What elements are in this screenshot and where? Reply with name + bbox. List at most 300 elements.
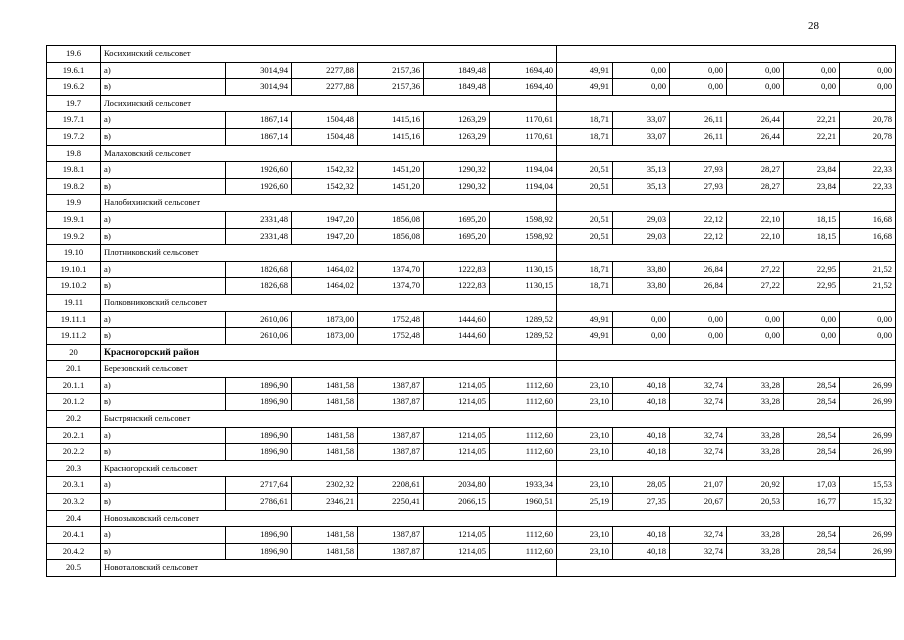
row-variant-label: в) [101, 178, 226, 195]
value-cell: 26,99 [840, 394, 896, 411]
value-cell: 1194,04 [490, 178, 557, 195]
value-cell: 26,44 [727, 128, 784, 145]
value-cell: 1289,52 [490, 311, 557, 328]
row-number: 20 [47, 344, 101, 361]
section-row [47, 294, 896, 311]
section-row [47, 195, 896, 212]
table-row [47, 278, 896, 295]
row-name: Красногорский сельсовет [101, 460, 557, 477]
value-cell: 23,10 [557, 427, 613, 444]
row-number: 19.9.2 [47, 228, 101, 245]
row-variant-label: а) [101, 427, 226, 444]
row-number: 19.9 [47, 195, 101, 212]
value-cell: 1896,90 [226, 394, 292, 411]
value-cell: 26,99 [840, 377, 896, 394]
value-cell: 22,10 [727, 228, 784, 245]
value-cell: 1112,60 [490, 427, 557, 444]
section-row [47, 95, 896, 112]
value-cell: 29,03 [613, 228, 670, 245]
value-cell: 0,00 [784, 79, 840, 96]
value-cell: 1374,70 [358, 278, 424, 295]
value-cell: 32,74 [670, 394, 727, 411]
value-cell: 2717,64 [226, 477, 292, 494]
value-cell: 2157,36 [358, 79, 424, 96]
row-number: 20.4.1 [47, 527, 101, 544]
row-name: Плотниковский сельсовет [101, 245, 557, 262]
value-cell: 23,10 [557, 444, 613, 461]
value-cell: 35,13 [613, 162, 670, 179]
value-cell: 1867,14 [226, 128, 292, 145]
empty-cell [557, 46, 896, 63]
value-cell: 18,15 [784, 228, 840, 245]
table-row [47, 328, 896, 345]
value-cell: 23,10 [557, 477, 613, 494]
value-cell: 0,00 [727, 311, 784, 328]
value-cell: 1481,58 [292, 427, 358, 444]
empty-cell [557, 411, 896, 428]
row-variant-label: в) [101, 128, 226, 145]
value-cell: 1849,48 [424, 62, 490, 79]
district-row [47, 344, 896, 361]
value-cell: 1896,90 [226, 527, 292, 544]
value-cell: 1926,60 [226, 162, 292, 179]
value-cell: 1896,90 [226, 444, 292, 461]
empty-cell [557, 294, 896, 311]
value-cell: 2066,15 [424, 494, 490, 511]
value-cell: 1214,05 [424, 444, 490, 461]
row-variant-label: а) [101, 311, 226, 328]
value-cell: 1222,83 [424, 261, 490, 278]
value-cell: 18,71 [557, 278, 613, 295]
table-row [47, 527, 896, 544]
value-cell: 26,84 [670, 261, 727, 278]
empty-cell [557, 195, 896, 212]
value-cell: 1387,87 [358, 377, 424, 394]
value-cell: 29,03 [613, 211, 670, 228]
row-name: Лосихинский сельсовет [101, 95, 557, 112]
value-cell: 20,67 [670, 494, 727, 511]
row-name: Березовский сельсовет [101, 361, 557, 378]
value-cell: 33,07 [613, 128, 670, 145]
value-cell: 21,52 [840, 278, 896, 295]
value-cell: 16,68 [840, 211, 896, 228]
value-cell: 2302,32 [292, 477, 358, 494]
value-cell: 22,33 [840, 178, 896, 195]
value-cell: 1387,87 [358, 394, 424, 411]
value-cell: 0,00 [670, 328, 727, 345]
value-cell: 1112,60 [490, 543, 557, 560]
value-cell: 1504,48 [292, 128, 358, 145]
value-cell: 2346,21 [292, 494, 358, 511]
value-cell: 1826,68 [226, 261, 292, 278]
value-cell: 1222,83 [424, 278, 490, 295]
row-name: Красногорский район [101, 344, 557, 361]
value-cell: 1214,05 [424, 527, 490, 544]
value-cell: 2157,36 [358, 62, 424, 79]
value-cell: 40,18 [613, 377, 670, 394]
section-row [47, 245, 896, 262]
row-number: 20.1.1 [47, 377, 101, 394]
row-variant-label: в) [101, 444, 226, 461]
row-number: 20.2 [47, 411, 101, 428]
value-cell: 22,33 [840, 162, 896, 179]
empty-cell [557, 145, 896, 162]
empty-cell [557, 560, 896, 577]
row-variant-label: в) [101, 543, 226, 560]
value-cell: 1896,90 [226, 543, 292, 560]
value-cell: 1873,00 [292, 311, 358, 328]
value-cell: 1112,60 [490, 394, 557, 411]
value-cell: 1289,52 [490, 328, 557, 345]
value-cell: 1290,32 [424, 162, 490, 179]
row-number: 19.7.1 [47, 112, 101, 129]
value-cell: 33,28 [727, 377, 784, 394]
row-variant-label: в) [101, 79, 226, 96]
value-cell: 1415,16 [358, 112, 424, 129]
value-cell: 28,54 [784, 394, 840, 411]
value-cell: 2610,06 [226, 311, 292, 328]
section-row [47, 411, 896, 428]
value-cell: 2277,88 [292, 79, 358, 96]
value-cell: 1374,70 [358, 261, 424, 278]
value-cell: 28,54 [784, 377, 840, 394]
value-cell: 3014,94 [226, 79, 292, 96]
value-cell: 18,15 [784, 211, 840, 228]
table-row [47, 427, 896, 444]
table-row [47, 377, 896, 394]
value-cell: 1263,29 [424, 112, 490, 129]
value-cell: 20,51 [557, 162, 613, 179]
value-cell: 2331,48 [226, 211, 292, 228]
value-cell: 35,13 [613, 178, 670, 195]
value-cell: 27,35 [613, 494, 670, 511]
value-cell: 1464,02 [292, 278, 358, 295]
row-variant-label: в) [101, 494, 226, 511]
value-cell: 22,21 [784, 112, 840, 129]
value-cell: 49,91 [557, 311, 613, 328]
value-cell: 26,99 [840, 543, 896, 560]
value-cell: 49,91 [557, 328, 613, 345]
table-row [47, 311, 896, 328]
value-cell: 1481,58 [292, 543, 358, 560]
empty-cell [557, 460, 896, 477]
value-cell: 26,11 [670, 112, 727, 129]
value-cell: 1896,90 [226, 377, 292, 394]
value-cell: 1694,40 [490, 62, 557, 79]
value-cell: 0,00 [784, 62, 840, 79]
value-cell: 28,27 [727, 162, 784, 179]
empty-cell [557, 95, 896, 112]
row-number: 20.2.2 [47, 444, 101, 461]
row-number: 20.3.2 [47, 494, 101, 511]
value-cell: 1694,40 [490, 79, 557, 96]
value-cell: 22,12 [670, 211, 727, 228]
value-cell: 23,84 [784, 178, 840, 195]
row-number: 19.8.2 [47, 178, 101, 195]
row-name: Малаховский сельсовет [101, 145, 557, 162]
row-name: Новозыковский сельсовет [101, 510, 557, 527]
value-cell: 0,00 [727, 328, 784, 345]
row-number: 20.5 [47, 560, 101, 577]
row-number: 19.6.1 [47, 62, 101, 79]
value-cell: 28,54 [784, 444, 840, 461]
value-cell: 1947,20 [292, 211, 358, 228]
value-cell: 22,10 [727, 211, 784, 228]
value-cell: 21,52 [840, 261, 896, 278]
row-number: 19.8 [47, 145, 101, 162]
row-number: 20.4 [47, 510, 101, 527]
row-variant-label: а) [101, 211, 226, 228]
value-cell: 27,22 [727, 278, 784, 295]
value-cell: 25,19 [557, 494, 613, 511]
value-cell: 1896,90 [226, 427, 292, 444]
value-cell: 20,92 [727, 477, 784, 494]
value-cell: 1542,32 [292, 178, 358, 195]
row-variant-label: а) [101, 477, 226, 494]
row-variant-label: в) [101, 328, 226, 345]
row-number: 20.3 [47, 460, 101, 477]
tariff-table [46, 45, 896, 577]
value-cell: 18,71 [557, 112, 613, 129]
value-cell: 2277,88 [292, 62, 358, 79]
value-cell: 28,54 [784, 527, 840, 544]
row-number: 20.3.1 [47, 477, 101, 494]
value-cell: 32,74 [670, 444, 727, 461]
value-cell: 23,84 [784, 162, 840, 179]
value-cell: 20,51 [557, 228, 613, 245]
value-cell: 1387,87 [358, 444, 424, 461]
value-cell: 2250,41 [358, 494, 424, 511]
value-cell: 2208,61 [358, 477, 424, 494]
value-cell: 0,00 [784, 328, 840, 345]
value-cell: 28,54 [784, 427, 840, 444]
value-cell: 1926,60 [226, 178, 292, 195]
value-cell: 20,78 [840, 128, 896, 145]
value-cell: 28,27 [727, 178, 784, 195]
section-row [47, 460, 896, 477]
value-cell: 1752,48 [358, 311, 424, 328]
value-cell: 1112,60 [490, 527, 557, 544]
row-number: 20.2.1 [47, 427, 101, 444]
row-number: 19.11.2 [47, 328, 101, 345]
value-cell: 33,28 [727, 394, 784, 411]
value-cell: 32,74 [670, 427, 727, 444]
page-number: 28 [808, 20, 819, 32]
value-cell: 1826,68 [226, 278, 292, 295]
row-number: 19.10.2 [47, 278, 101, 295]
table-body [47, 46, 896, 577]
empty-cell [557, 510, 896, 527]
table-row [47, 211, 896, 228]
value-cell: 1170,61 [490, 128, 557, 145]
value-cell: 23,10 [557, 394, 613, 411]
value-cell: 2034,80 [424, 477, 490, 494]
value-cell: 1856,08 [358, 228, 424, 245]
value-cell: 33,28 [727, 444, 784, 461]
value-cell: 1695,20 [424, 211, 490, 228]
value-cell: 1214,05 [424, 543, 490, 560]
value-cell: 22,95 [784, 261, 840, 278]
value-cell: 26,99 [840, 444, 896, 461]
row-name: Налобихинский сельсовет [101, 195, 557, 212]
value-cell: 0,00 [840, 328, 896, 345]
value-cell: 27,22 [727, 261, 784, 278]
value-cell: 1752,48 [358, 328, 424, 345]
row-number: 19.10.1 [47, 261, 101, 278]
value-cell: 1194,04 [490, 162, 557, 179]
value-cell: 27,93 [670, 162, 727, 179]
value-cell: 26,99 [840, 527, 896, 544]
value-cell: 0,00 [613, 79, 670, 96]
value-cell: 1451,20 [358, 178, 424, 195]
value-cell: 16,77 [784, 494, 840, 511]
value-cell: 20,51 [557, 178, 613, 195]
row-number: 20.1 [47, 361, 101, 378]
value-cell: 2786,61 [226, 494, 292, 511]
empty-cell [557, 361, 896, 378]
section-row [47, 510, 896, 527]
row-variant-label: в) [101, 394, 226, 411]
value-cell: 1444,60 [424, 328, 490, 345]
value-cell: 1170,61 [490, 112, 557, 129]
value-cell: 0,00 [727, 79, 784, 96]
value-cell: 17,03 [784, 477, 840, 494]
value-cell: 26,99 [840, 427, 896, 444]
value-cell: 0,00 [670, 79, 727, 96]
value-cell: 33,28 [727, 543, 784, 560]
value-cell: 0,00 [840, 62, 896, 79]
row-number: 19.6 [47, 46, 101, 63]
table-row [47, 394, 896, 411]
row-number: 19.9.1 [47, 211, 101, 228]
value-cell: 20,53 [727, 494, 784, 511]
value-cell: 49,91 [557, 79, 613, 96]
value-cell: 1481,58 [292, 527, 358, 544]
value-cell: 40,18 [613, 543, 670, 560]
value-cell: 1290,32 [424, 178, 490, 195]
value-cell: 28,05 [613, 477, 670, 494]
value-cell: 1451,20 [358, 162, 424, 179]
value-cell: 49,91 [557, 62, 613, 79]
value-cell: 0,00 [613, 62, 670, 79]
value-cell: 20,51 [557, 211, 613, 228]
section-row [47, 361, 896, 378]
row-variant-label: а) [101, 162, 226, 179]
value-cell: 21,07 [670, 477, 727, 494]
value-cell: 1387,87 [358, 527, 424, 544]
value-cell: 1130,15 [490, 261, 557, 278]
table-row [47, 228, 896, 245]
value-cell: 23,10 [557, 543, 613, 560]
value-cell: 0,00 [784, 311, 840, 328]
value-cell: 1598,92 [490, 228, 557, 245]
value-cell: 1933,34 [490, 477, 557, 494]
value-cell: 1214,05 [424, 394, 490, 411]
value-cell: 1867,14 [226, 112, 292, 129]
table-row [47, 543, 896, 560]
value-cell: 18,71 [557, 261, 613, 278]
value-cell: 26,11 [670, 128, 727, 145]
value-cell: 40,18 [613, 427, 670, 444]
value-cell: 20,78 [840, 112, 896, 129]
value-cell: 33,07 [613, 112, 670, 129]
value-cell: 33,28 [727, 427, 784, 444]
table-row [47, 112, 896, 129]
value-cell: 1130,15 [490, 278, 557, 295]
value-cell: 1112,60 [490, 377, 557, 394]
value-cell: 16,68 [840, 228, 896, 245]
value-cell: 1695,20 [424, 228, 490, 245]
value-cell: 1481,58 [292, 394, 358, 411]
value-cell: 0,00 [613, 311, 670, 328]
value-cell: 33,80 [613, 261, 670, 278]
row-name: Быстрянский сельсовет [101, 411, 557, 428]
value-cell: 1415,16 [358, 128, 424, 145]
row-variant-label: а) [101, 112, 226, 129]
row-number: 19.8.1 [47, 162, 101, 179]
value-cell: 1598,92 [490, 211, 557, 228]
table-row [47, 79, 896, 96]
value-cell: 1947,20 [292, 228, 358, 245]
value-cell: 33,80 [613, 278, 670, 295]
table-row [47, 261, 896, 278]
value-cell: 15,32 [840, 494, 896, 511]
table-row [47, 477, 896, 494]
table-row [47, 178, 896, 195]
value-cell: 0,00 [727, 62, 784, 79]
table-row [47, 444, 896, 461]
value-cell: 1464,02 [292, 261, 358, 278]
row-variant-label: а) [101, 377, 226, 394]
value-cell: 1263,29 [424, 128, 490, 145]
value-cell: 32,74 [670, 377, 727, 394]
value-cell: 2610,06 [226, 328, 292, 345]
empty-cell [557, 344, 896, 361]
value-cell: 40,18 [613, 527, 670, 544]
value-cell: 26,84 [670, 278, 727, 295]
value-cell: 23,10 [557, 377, 613, 394]
value-cell: 1542,32 [292, 162, 358, 179]
row-name: Новоталовский сельсовет [101, 560, 557, 577]
row-variant-label: в) [101, 228, 226, 245]
value-cell: 0,00 [613, 328, 670, 345]
row-name: Полковниковский сельсовет [101, 294, 557, 311]
value-cell: 1214,05 [424, 377, 490, 394]
row-number: 20.4.2 [47, 543, 101, 560]
value-cell: 3014,94 [226, 62, 292, 79]
value-cell: 26,44 [727, 112, 784, 129]
row-number: 19.7 [47, 95, 101, 112]
row-number: 19.11 [47, 294, 101, 311]
value-cell: 1481,58 [292, 377, 358, 394]
section-row [47, 145, 896, 162]
value-cell: 32,74 [670, 543, 727, 560]
value-cell: 40,18 [613, 394, 670, 411]
row-number: 19.10 [47, 245, 101, 262]
value-cell: 1387,87 [358, 543, 424, 560]
value-cell: 32,74 [670, 527, 727, 544]
value-cell: 28,54 [784, 543, 840, 560]
table-row [47, 62, 896, 79]
section-row [47, 560, 896, 577]
row-variant-label: а) [101, 62, 226, 79]
row-number: 19.6.2 [47, 79, 101, 96]
value-cell: 2331,48 [226, 228, 292, 245]
value-cell: 1387,87 [358, 427, 424, 444]
value-cell: 1444,60 [424, 311, 490, 328]
value-cell: 0,00 [840, 311, 896, 328]
row-number: 19.7.2 [47, 128, 101, 145]
